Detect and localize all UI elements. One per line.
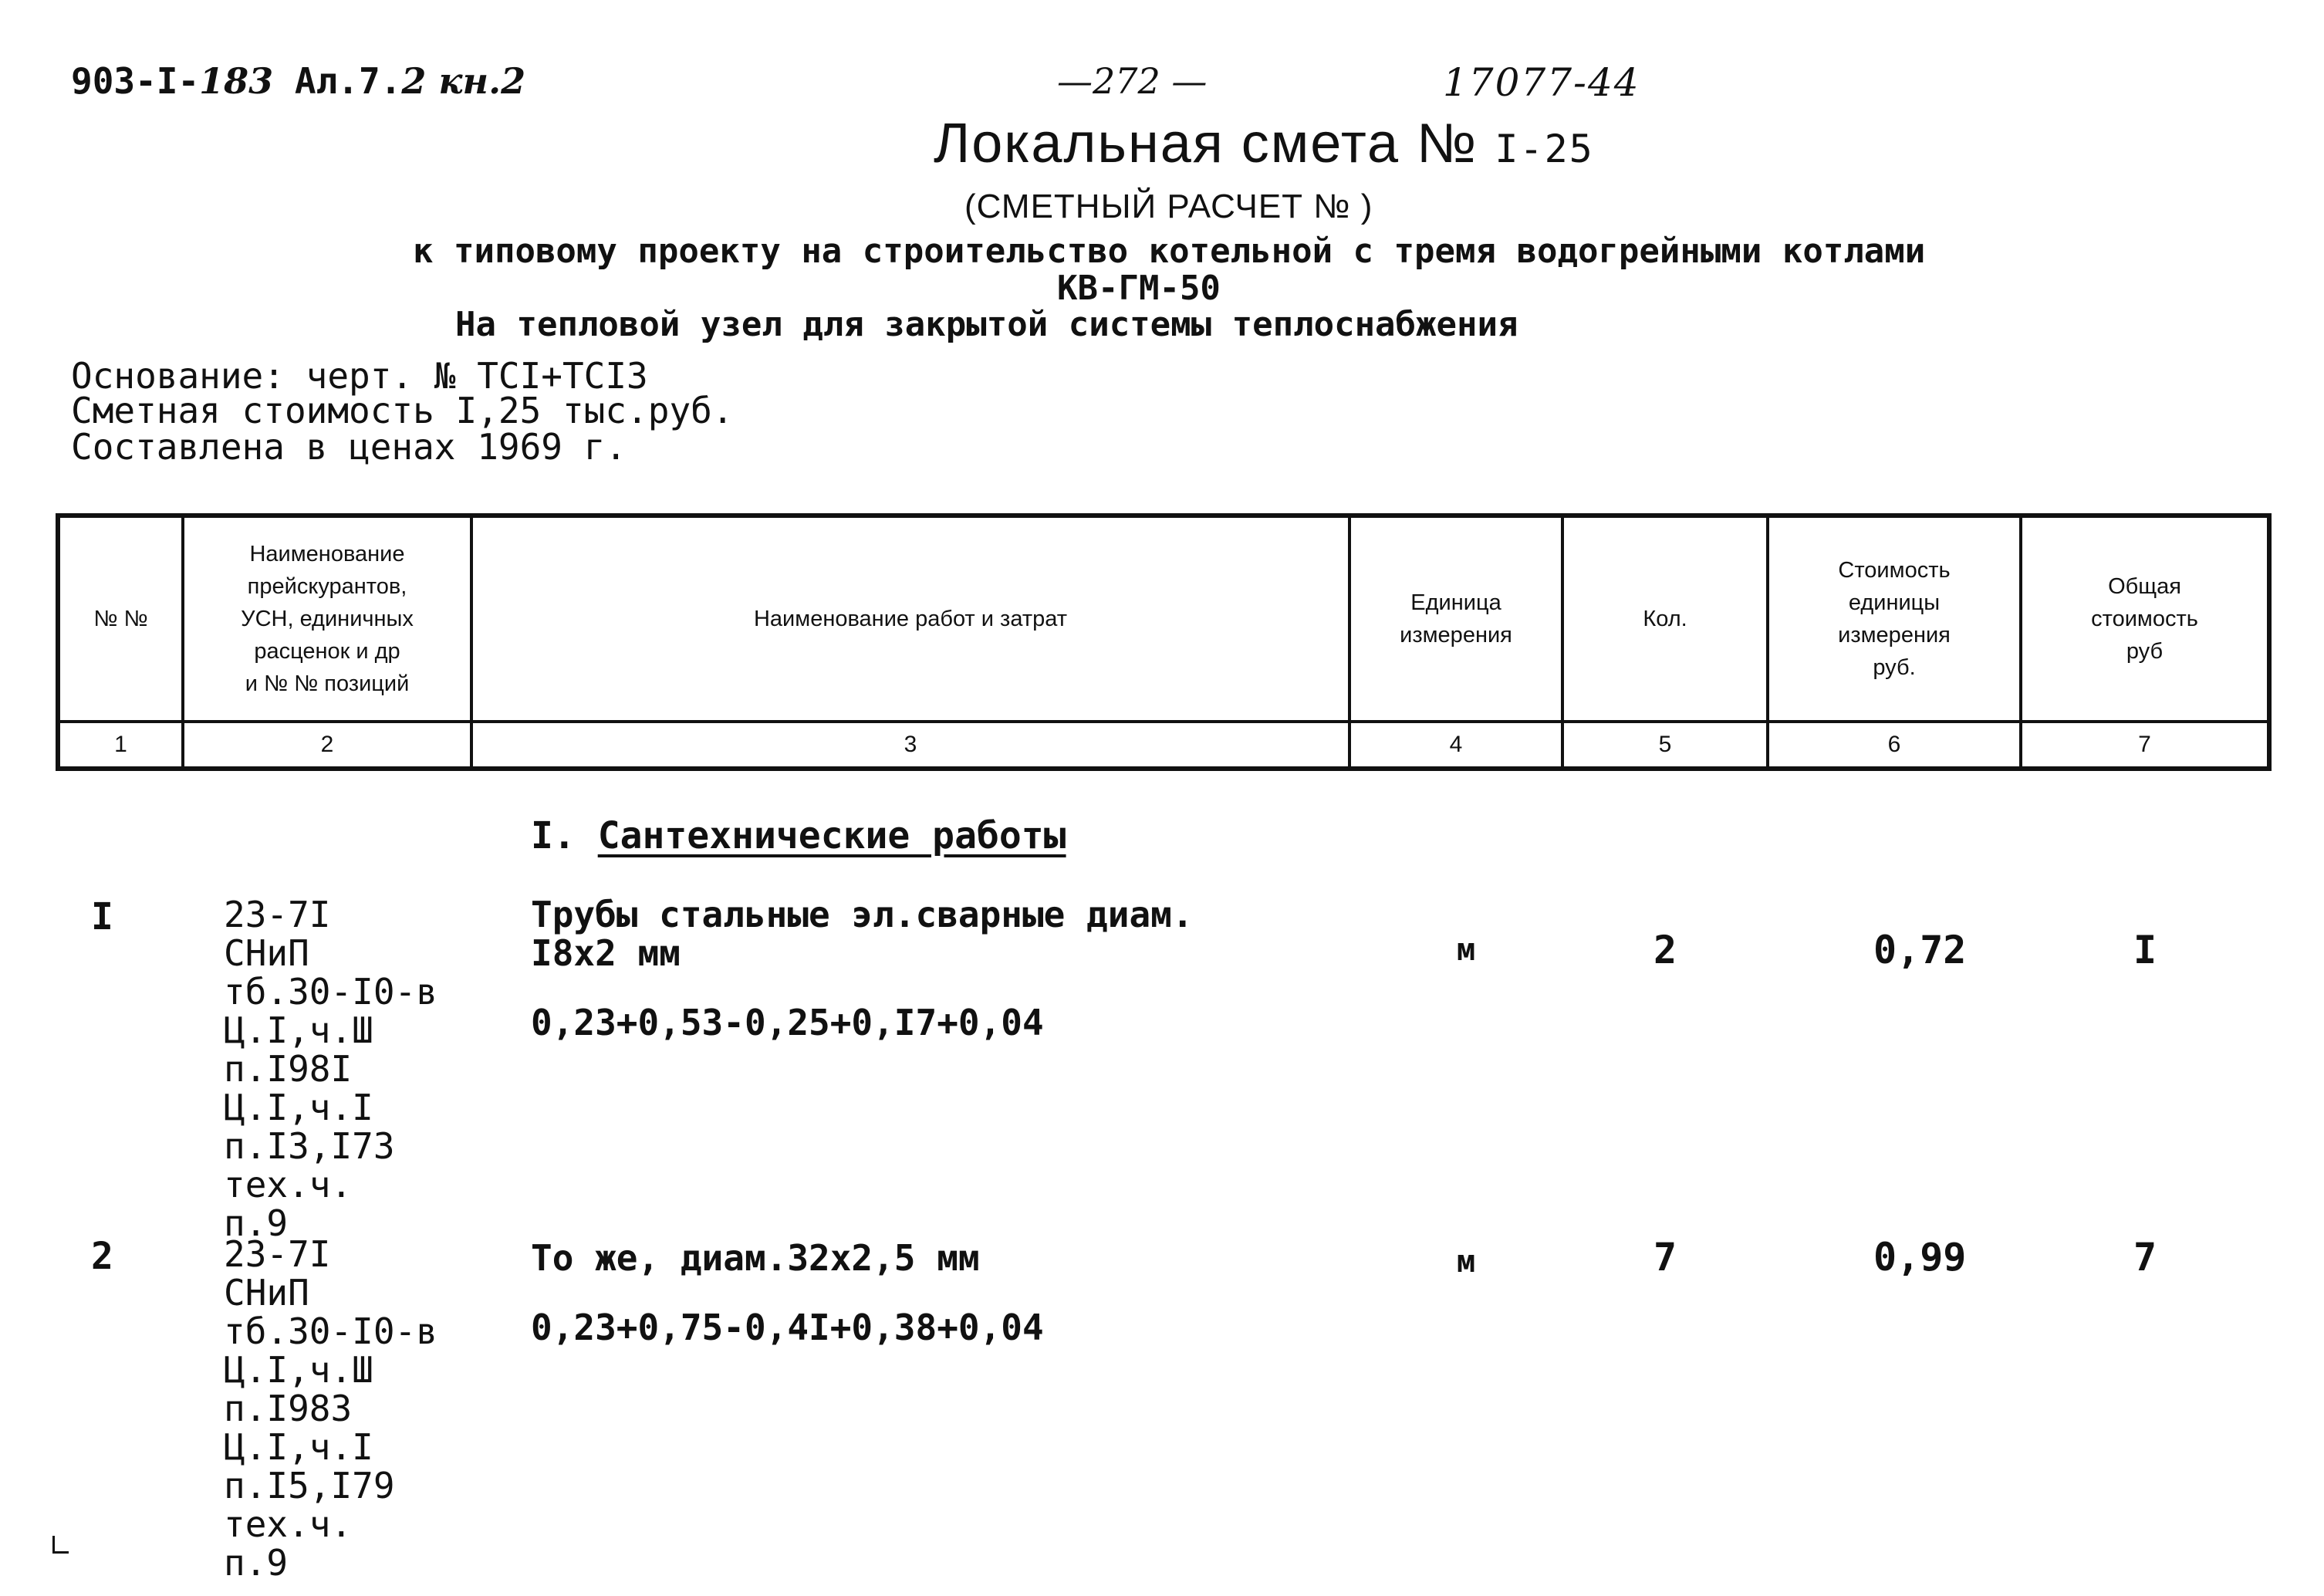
col-number: 2	[183, 722, 471, 769]
row-2-reference: 23-7I СНиП тб.30-I0-в Ц.I,ч.Ш п.I983 Ц.I,ч.I п.I5,I79 тех.ч. п.9	[224, 1233, 437, 1584]
page-number: —272 —	[1057, 60, 1208, 102]
estimated-cost-line: Сметная стоимость I,25 тыс.руб.	[71, 390, 734, 431]
row-1-unit: м	[1457, 932, 1476, 968]
page-title	[934, 112, 1594, 175]
row-1-formula: 0,23+0,53-0,25+0,I7+0,04	[531, 1002, 1044, 1043]
col-number: 7	[2021, 722, 2269, 769]
page-corner-mark	[52, 1536, 69, 1554]
row-2-formula: 0,23+0,75-0,4I+0,38+0,04	[531, 1307, 1044, 1348]
col-header-total-cost: Общая стоимость руб	[2021, 516, 2269, 722]
col-number: 5	[1562, 722, 1768, 769]
document-code	[71, 60, 525, 102]
purpose-line-2: КВ-ГМ-50	[1057, 269, 1221, 308]
object-line: На тепловой узел для закрытой системы теплоснабжения	[455, 305, 1518, 344]
col-header-work-name: Наименование работ и затрат	[471, 516, 1349, 722]
header-row	[58, 516, 2269, 722]
document-code-album: Ал.7.	[294, 60, 402, 102]
col-number: 3	[471, 722, 1349, 769]
col-number: 6	[1768, 722, 2021, 769]
section-number: I.	[531, 814, 576, 857]
document-code-book: 2 кн.2	[401, 60, 526, 102]
document-code-prefix: 903-I-	[71, 60, 200, 102]
col-header-unit-cost: Стоимость единицы измерения руб.	[1768, 516, 2021, 722]
row-2-description: То же, диам.32x2,5 мм	[531, 1237, 980, 1279]
row-2-quantity: 7	[1653, 1235, 1677, 1280]
section-name: Сантехнические работы	[597, 814, 1066, 857]
document-code-handwritten: 183	[199, 60, 274, 102]
col-header-quantity: Кол.	[1562, 516, 1768, 722]
row-1-quantity: 2	[1653, 928, 1677, 972]
subtitle: (СМЕТНЫЙ РАСЧЕТ № )	[964, 188, 1373, 225]
col-header-number: № №	[58, 516, 183, 722]
page-title-text: Локальная смета №	[934, 113, 1495, 174]
section-title	[531, 814, 1066, 857]
price-year-line: Составлена в ценах 1969 г.	[71, 426, 627, 468]
basis-line: Основание: черт. № ТСI+ТСI3	[71, 355, 648, 397]
col-number: 1	[58, 722, 183, 769]
col-number: 4	[1349, 722, 1562, 769]
page-title-number: I-25	[1495, 127, 1594, 171]
row-2-unit: м	[1457, 1244, 1476, 1280]
column-number-row	[58, 722, 2269, 769]
row-1-unit-cost: 0,72	[1873, 928, 1967, 972]
row-1-number: I	[91, 895, 113, 938]
handwritten-number: 17077-44	[1443, 60, 1640, 105]
row-1-reference: 23-7I СНиП тб.30-I0-в Ц.I,ч.Ш п.I98I Ц.I,ч.I п.I3,I73 тех.ч. п.9	[224, 894, 437, 1244]
row-2-total: 7	[2133, 1235, 2157, 1280]
col-header-unit: Единица измерения	[1349, 516, 1562, 722]
purpose-line-1: к типовому проекту на строительство котельной с тремя водогрейными котлами	[413, 232, 1926, 271]
row-2-unit-cost: 0,99	[1873, 1235, 1967, 1280]
row-1-total: I	[2133, 928, 2157, 972]
row-1-description: Трубы стальные эл.сварные диам. I8x2 мм	[531, 894, 1194, 974]
row-2-number: 2	[91, 1235, 113, 1278]
estimate-table-header	[56, 513, 2272, 771]
col-header-reference: Наименование прейскурантов, УСН, единичных расценок и др и № № позиций	[183, 516, 471, 722]
